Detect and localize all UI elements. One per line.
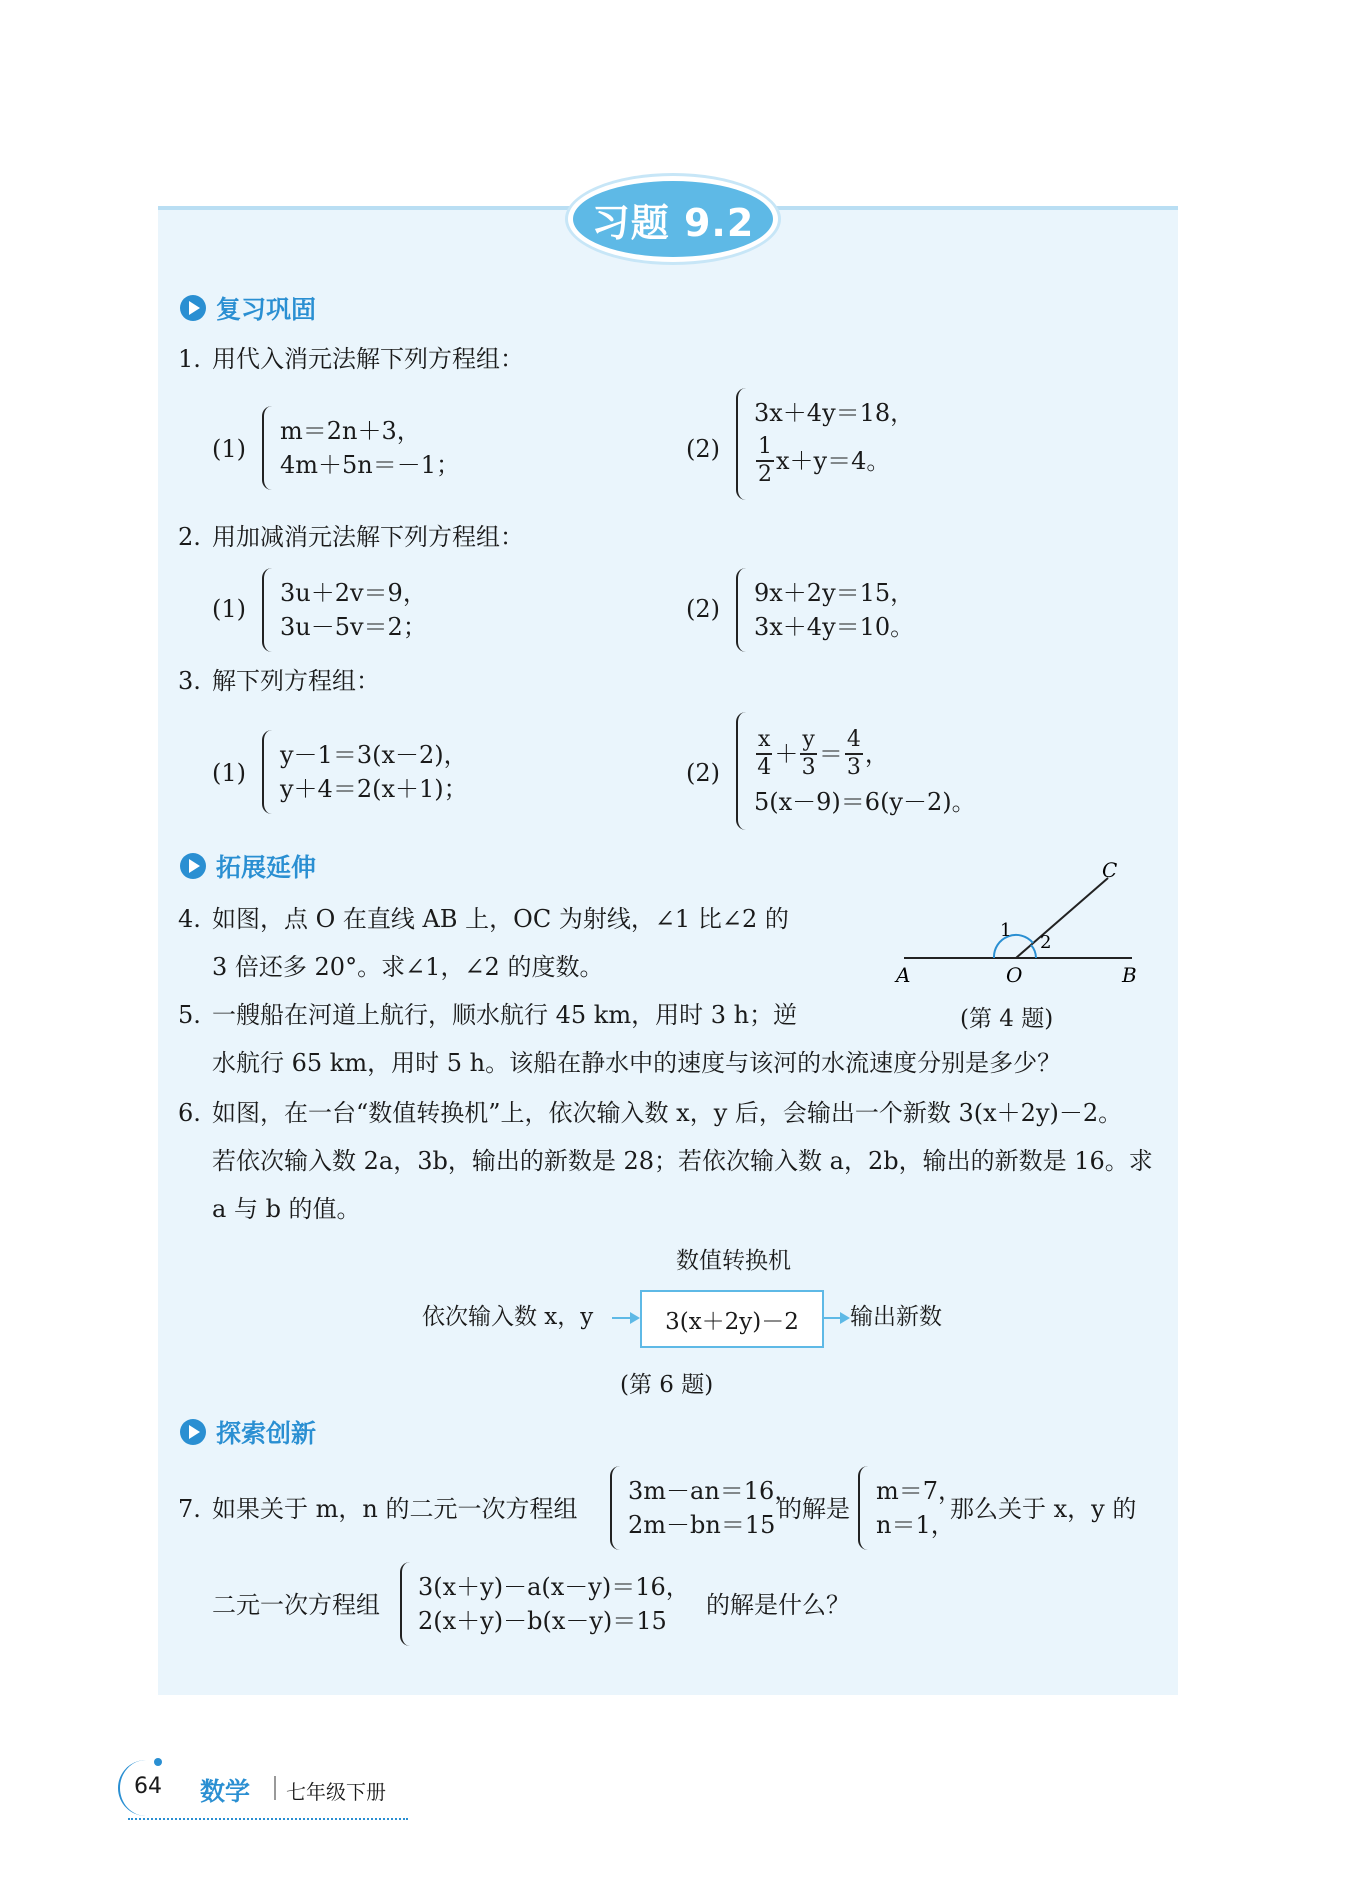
brace bbox=[736, 388, 748, 500]
label-angle-2: 2 bbox=[1040, 932, 1052, 953]
q1-text: 用代入消元法解下列方程组： bbox=[212, 345, 524, 373]
section-review bbox=[180, 290, 316, 326]
equation: 3x＋4y＝10。 bbox=[754, 613, 915, 641]
equation bbox=[754, 723, 976, 785]
brace bbox=[858, 1466, 870, 1550]
label-angle-1: 1 bbox=[1000, 920, 1012, 941]
q7-part5: 的解是什么？ bbox=[706, 1591, 850, 1619]
q4-caption: (第 4 题) bbox=[960, 1006, 1054, 1032]
q1-p1-label: (1) bbox=[212, 435, 246, 463]
q5-number: 5. bbox=[178, 1001, 201, 1029]
fraction bbox=[800, 727, 816, 781]
q3-p2-label: (2) bbox=[686, 759, 720, 787]
equation: y－1＝3(x－2)， bbox=[280, 741, 468, 769]
equation: m＝2n＋3， bbox=[280, 417, 421, 445]
numerator: x bbox=[756, 727, 772, 755]
q2-p2-system bbox=[736, 568, 914, 652]
equation: m＝7， bbox=[876, 1477, 963, 1505]
exercise-title: 习题 9.2 bbox=[568, 176, 778, 262]
machine-output-label: 输出新数 bbox=[850, 1304, 942, 1330]
q7-part3: 那么关于 x，y 的 bbox=[950, 1495, 1137, 1523]
fraction bbox=[756, 434, 774, 488]
q4-number: 4. bbox=[178, 905, 201, 933]
brace bbox=[736, 712, 748, 830]
label-c: C bbox=[1102, 860, 1118, 882]
arrow-right-icon bbox=[612, 1317, 638, 1319]
q2-number: 2. bbox=[178, 523, 201, 551]
machine-formula-box bbox=[640, 1290, 824, 1348]
q6-number: 6. bbox=[178, 1099, 201, 1127]
section-review-label: 复习巩固 bbox=[216, 295, 317, 324]
q7-number: 7. bbox=[178, 1495, 201, 1523]
play-icon bbox=[180, 295, 206, 321]
q1-p2-label: (2) bbox=[686, 435, 720, 463]
equation: 2m－bn＝15 bbox=[628, 1511, 776, 1539]
q4-line2: 3 倍还多 20°。求∠1，∠2 的度数。 bbox=[212, 953, 604, 981]
equation: n＝1， bbox=[876, 1511, 955, 1539]
page-number: 64 bbox=[134, 1774, 162, 1799]
q6-line2: 若依次输入数 2a，3b，输出的新数是 28；若依次输入数 a，2b，输出的新数是 16。求 bbox=[212, 1147, 1153, 1175]
equation: 5(x－9)＝6(y－2)。 bbox=[754, 788, 976, 816]
brace bbox=[736, 568, 748, 652]
machine-input-label: 依次输入数 x，y bbox=[422, 1304, 594, 1330]
q2-p2-label: (2) bbox=[686, 595, 720, 623]
q6-caption: (第 6 题) bbox=[620, 1372, 714, 1398]
q7-part4: 二元一次方程组 bbox=[212, 1591, 380, 1619]
q5-line2: 水航行 65 km，用时 5 h。该船在静水中的速度与该河的水流速度分别是多少？ bbox=[212, 1049, 1062, 1077]
angle-2-arc bbox=[1031, 945, 1036, 958]
equation: 2(x＋y)－b(x－y)＝15 bbox=[418, 1607, 667, 1635]
q3-p1-system bbox=[262, 730, 468, 814]
denominator: 2 bbox=[758, 462, 772, 487]
q3-p1-label: (1) bbox=[212, 759, 246, 787]
label-a: A bbox=[896, 963, 911, 987]
q1-number: 1. bbox=[178, 345, 201, 373]
punctuation: ， bbox=[864, 740, 889, 768]
q7-system-1 bbox=[610, 1466, 798, 1550]
brace bbox=[400, 1562, 412, 1646]
equation: 3m－an＝16， bbox=[628, 1477, 799, 1505]
footer-grade: 七年级下册 bbox=[286, 1780, 386, 1804]
equation bbox=[754, 430, 914, 492]
section-explore-label: 探索创新 bbox=[216, 1419, 317, 1448]
q6-line1: 如图，在一台“数值转换机”上，依次输入数 x，y 后，会输出一个新数 3(x＋2y)－2。 bbox=[212, 1099, 1123, 1127]
play-icon bbox=[180, 1419, 206, 1445]
q7-system-2 bbox=[400, 1562, 690, 1646]
machine-title: 数值转换机 bbox=[676, 1248, 791, 1274]
q2-p1-system bbox=[262, 568, 427, 652]
operator: ＝ bbox=[818, 740, 843, 768]
numerator: y bbox=[800, 727, 816, 755]
q7-part1: 如果关于 m，n 的二元一次方程组 bbox=[212, 1495, 578, 1523]
label-o: O bbox=[1006, 963, 1023, 987]
fraction bbox=[756, 727, 772, 781]
play-icon bbox=[180, 853, 206, 879]
denominator: 4 bbox=[757, 755, 772, 780]
numerator: 4 bbox=[845, 727, 863, 755]
section-explore bbox=[180, 1414, 316, 1450]
q3-number: 3. bbox=[178, 667, 201, 695]
denominator: 3 bbox=[846, 755, 861, 780]
equation: 4m＋5n＝－1； bbox=[280, 451, 461, 479]
footer-subject: 数学 bbox=[200, 1777, 251, 1806]
ray-oc bbox=[1016, 878, 1108, 958]
brace bbox=[262, 568, 274, 652]
operator: ＋ bbox=[774, 740, 799, 768]
q3-text: 解下列方程组： bbox=[212, 667, 380, 695]
fraction bbox=[845, 727, 863, 781]
q4-angle-diagram bbox=[890, 860, 1150, 1000]
q2-text: 用加减消元法解下列方程组： bbox=[212, 523, 524, 551]
q7-solution bbox=[858, 1466, 962, 1550]
q3-p2-system bbox=[736, 712, 976, 830]
page-footer bbox=[118, 1758, 408, 1820]
label-b: B bbox=[1122, 963, 1137, 987]
brace bbox=[262, 730, 274, 814]
q1-p1-system bbox=[262, 406, 460, 490]
equation-rest: x＋y＝4。 bbox=[776, 447, 891, 475]
footer-dot bbox=[154, 1758, 162, 1766]
equation: 9x＋2y＝15， bbox=[754, 579, 915, 607]
arrow-right-icon bbox=[822, 1317, 848, 1319]
equation: 3x＋4y＝18， bbox=[754, 399, 915, 427]
q1-p2-system bbox=[736, 388, 914, 500]
machine-formula: 3(x＋2y)－2 bbox=[665, 1308, 799, 1335]
footer-divider bbox=[274, 1776, 276, 1800]
equation: y＋4＝2(x＋1)； bbox=[280, 775, 468, 803]
equation: 3(x＋y)－a(x－y)＝16， bbox=[418, 1573, 690, 1601]
equation: 3u＋2v＝9， bbox=[280, 579, 427, 607]
section-extend bbox=[180, 848, 316, 884]
section-extend-label: 拓展延伸 bbox=[216, 853, 317, 882]
brace bbox=[262, 406, 274, 490]
q5-line1: 一艘船在河道上航行，顺水航行 45 km，用时 3 h；逆 bbox=[212, 1001, 798, 1029]
numerator: 1 bbox=[756, 434, 774, 462]
footer-rule bbox=[128, 1818, 408, 1820]
brace bbox=[610, 1466, 622, 1550]
q2-p1-label: (1) bbox=[212, 595, 246, 623]
q6-line3: a 与 b 的值。 bbox=[212, 1195, 361, 1223]
denominator: 3 bbox=[801, 755, 816, 780]
equation: 3u－5v＝2； bbox=[280, 613, 427, 641]
q4-line1: 如图，点 O 在直线 AB 上，OC 为射线，∠1 比∠2 的 bbox=[212, 905, 789, 933]
q7-part2: 的解是 bbox=[778, 1495, 850, 1523]
